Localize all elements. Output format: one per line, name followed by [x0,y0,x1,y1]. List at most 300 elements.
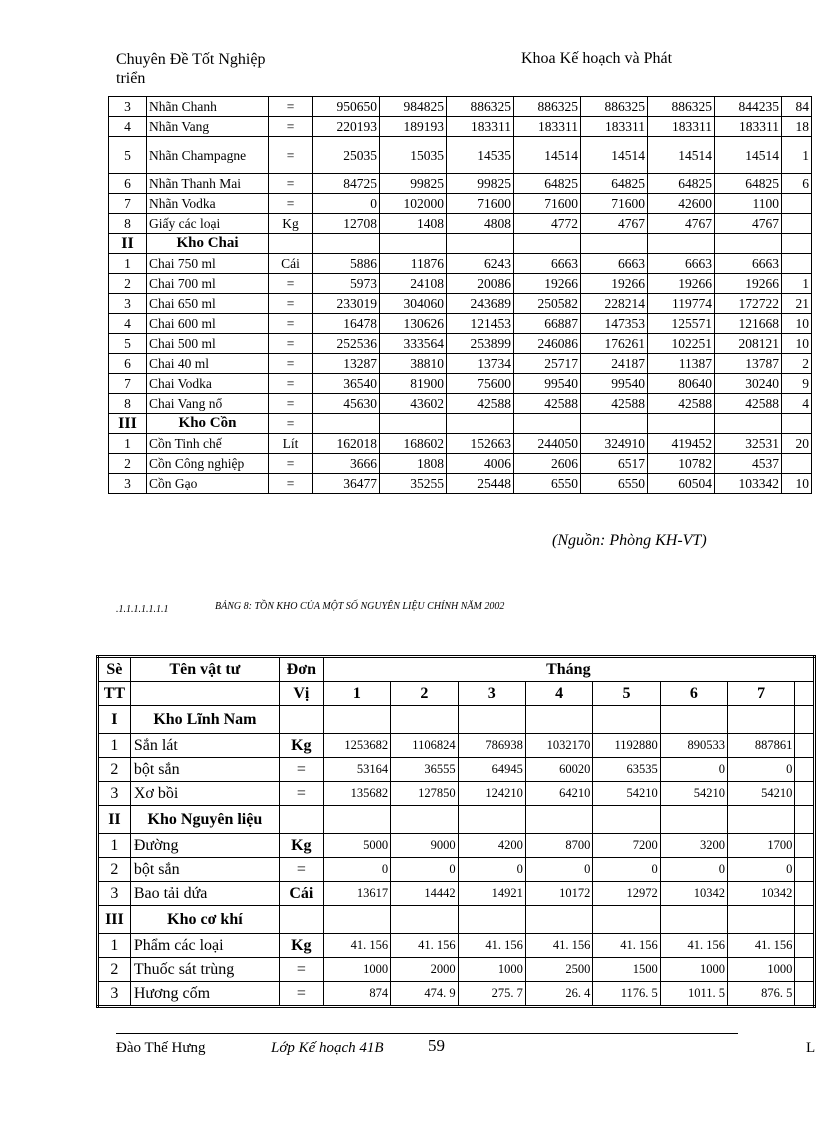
row-value: 10 [782,334,812,354]
row-value: 35255 [380,474,447,494]
row-value: 6663 [648,254,715,274]
table-row [109,174,812,194]
row-unit: = [269,274,313,294]
row-value: 4200 [458,834,525,858]
row-tt: 1 [98,834,131,858]
header-left [116,50,316,88]
row-value: 41. 156 [660,934,727,958]
row-value: 135682 [323,782,390,806]
row-name: Thuốc sát trùng [130,958,279,982]
row-value [795,934,815,958]
row-value: 6 [782,174,812,194]
col-header-tt-2: TT [98,682,131,706]
row-value: 14535 [447,137,514,174]
row-value: 63535 [593,758,660,782]
row-value: 176261 [581,334,648,354]
row-value: 874 [323,982,390,1007]
row-unit: = [279,982,323,1007]
row-value: 168602 [380,434,447,454]
table-row [98,958,815,982]
row-value: 10 [782,474,812,494]
row-value [795,806,815,834]
row-name: Nhãn Thanh Mai [147,174,269,194]
row-value: 119774 [648,294,715,314]
row-value: 80640 [648,374,715,394]
row-value: 1 [782,137,812,174]
row-value: 189193 [380,117,447,137]
row-value: 54210 [728,782,795,806]
row-tt: 2 [109,454,147,474]
row-name: Cồn Gạo [147,474,269,494]
row-value: 10342 [728,882,795,906]
row-value: 4767 [715,214,782,234]
row-value: 1000 [660,958,727,982]
row-unit: = [279,758,323,782]
row-value: 99540 [581,374,648,394]
row-unit: = [269,194,313,214]
row-value [648,234,715,254]
row-name: Giấy các loại [147,214,269,234]
row-name: Chai 40 ml [147,354,269,374]
row-unit: = [269,414,313,434]
row-value: 6243 [447,254,514,274]
row-name: Chai 600 ml [147,314,269,334]
table-row [109,394,812,414]
row-value: 125571 [648,314,715,334]
row-value: 1253682 [323,734,390,758]
row-value: 419452 [648,434,715,454]
row-value: 20086 [447,274,514,294]
table-row [98,734,815,758]
row-value: 8700 [525,834,592,858]
col-header-tt: Sè [98,657,131,682]
row-unit: = [269,354,313,374]
row-unit: = [269,174,313,194]
table-row [109,234,812,254]
row-value: 53164 [323,758,390,782]
row-value [593,906,660,934]
row-unit: = [269,117,313,137]
row-value: 1000 [323,958,390,982]
row-value: 41. 156 [593,934,660,958]
row-value [323,706,390,734]
row-name: Chai Vodka [147,374,269,394]
row-value: 6550 [514,474,581,494]
row-value: 4772 [514,214,581,234]
table-caption: BẢNG 8: TỒN KHO CỦA MỘT SỐ NGUYÊN LIỆU CHÍNH NĂM 2002 [215,601,505,612]
row-value: 10172 [525,882,592,906]
row-value: 4006 [447,454,514,474]
row-tt: 3 [109,294,147,314]
row-name: Chai 700 ml [147,274,269,294]
row-name: Bao tải dứa [130,882,279,906]
row-value [391,706,458,734]
col-header-name: Tên vật tư [130,657,279,682]
table-row [98,758,815,782]
table-row [98,906,815,934]
row-value: 14442 [391,882,458,906]
row-name: Kho Cồn [147,414,269,434]
row-value: 26. 4 [525,982,592,1007]
footer-author: Đào Thế Hưng [116,1040,206,1056]
row-value: 18 [782,117,812,137]
row-name: Nhãn Vang [147,117,269,137]
row-value [323,906,390,934]
row-value [391,806,458,834]
row-value: 99540 [514,374,581,394]
row-tt: 5 [109,334,147,354]
row-name: Sắn lát [130,734,279,758]
row-value [728,706,795,734]
row-value: 10342 [660,882,727,906]
row-tt: 8 [109,394,147,414]
footer-rule [116,1033,738,1034]
row-value: 183311 [648,117,715,137]
row-unit: = [269,454,313,474]
row-value [795,734,815,758]
row-value: 64945 [458,758,525,782]
row-tt: 3 [98,982,131,1007]
row-value: 64825 [514,174,581,194]
row-value: 4767 [581,214,648,234]
row-unit: = [279,782,323,806]
row-value: 20 [782,434,812,454]
row-tt: 2 [98,958,131,982]
inventory-table-2 [96,655,816,1008]
row-value: 887861 [728,734,795,758]
row-value: 42588 [447,394,514,414]
row-value: 1000 [458,958,525,982]
row-value: 6663 [514,254,581,274]
row-value: 243689 [447,294,514,314]
row-value: 244050 [514,434,581,454]
row-name: Phẩm các loại [130,934,279,958]
row-value: 0 [728,858,795,882]
row-tt: 6 [109,174,147,194]
row-value: 844235 [715,97,782,117]
row-value: 13617 [323,882,390,906]
row-name: Nhãn Chanh [147,97,269,117]
row-value: 324910 [581,434,648,454]
row-value: 246086 [514,334,581,354]
row-value: 10782 [648,454,715,474]
row-value: 208121 [715,334,782,354]
caption-number: .1.1.1.1.1.1.1 [116,604,169,615]
row-value: 13734 [447,354,514,374]
row-value: 30240 [715,374,782,394]
row-tt: III [98,906,131,934]
row-value: 876. 5 [728,982,795,1007]
row-value: 250582 [514,294,581,314]
row-value: 84 [782,97,812,117]
row-value: 1808 [380,454,447,474]
row-value: 45630 [313,394,380,414]
row-value: 102000 [380,194,447,214]
row-value [514,234,581,254]
row-value: 275. 7 [458,982,525,1007]
row-value: 81900 [380,374,447,394]
row-value [447,414,514,434]
row-value: 64825 [715,174,782,194]
table-row [109,294,812,314]
row-value: 43602 [380,394,447,414]
month-header: 2 [391,682,458,706]
row-name: Cồn Tinh chế [147,434,269,454]
row-value: 253899 [447,334,514,354]
row-value: 16478 [313,314,380,334]
row-value [458,906,525,934]
row-unit: = [269,314,313,334]
row-value: 38810 [380,354,447,374]
row-name: Đường [130,834,279,858]
row-value [458,806,525,834]
row-unit [269,234,313,254]
row-value [581,414,648,434]
row-value: 3200 [660,834,727,858]
month-header: 7 [728,682,795,706]
col-header-month: Tháng [323,657,814,682]
table2-header-row-2 [98,682,815,706]
month-header [795,682,815,706]
row-value: 13787 [715,354,782,374]
row-value [795,834,815,858]
row-value [795,782,815,806]
row-unit: = [269,137,313,174]
table-row [109,354,812,374]
row-unit: Kg [279,834,323,858]
table-row [109,194,812,214]
row-value: 99825 [447,174,514,194]
row-value: 24187 [581,354,648,374]
row-value: 64210 [525,782,592,806]
row-value: 103342 [715,474,782,494]
row-tt: 2 [98,758,131,782]
row-value: 183311 [447,117,514,137]
row-value: 99825 [380,174,447,194]
row-value: 41. 156 [728,934,795,958]
row-tt: I [98,706,131,734]
row-value: 6517 [581,454,648,474]
row-value: 1106824 [391,734,458,758]
row-value: 233019 [313,294,380,314]
row-value [391,906,458,934]
row-value: 474. 9 [391,982,458,1007]
table-row [109,374,812,394]
row-value: 1100 [715,194,782,214]
row-value: 19266 [715,274,782,294]
row-value: 786938 [458,734,525,758]
row-value: 228214 [581,294,648,314]
row-name: Kho cơ khí [130,906,279,934]
row-value: 121668 [715,314,782,334]
col-header-unit-2: Vị [279,682,323,706]
row-value: 121453 [447,314,514,334]
row-value: 41. 156 [525,934,592,958]
row-value [795,706,815,734]
row-value [660,906,727,934]
row-value: 54210 [593,782,660,806]
row-unit [279,906,323,934]
row-unit [279,706,323,734]
table-row [109,314,812,334]
row-value: 1011. 5 [660,982,727,1007]
row-value: 5000 [323,834,390,858]
row-name: Chai 500 ml [147,334,269,354]
row-value [660,806,727,834]
row-name: Chai 650 ml [147,294,269,314]
row-unit: = [279,958,323,982]
row-value: 0 [525,858,592,882]
row-value: 1032170 [525,734,592,758]
row-value [525,906,592,934]
row-value: 42588 [514,394,581,414]
header-left-line2: triển [116,70,146,87]
row-value: 14514 [581,137,648,174]
row-value: 25448 [447,474,514,494]
row-value: 304060 [380,294,447,314]
row-name: Chai Vang nổ [147,394,269,414]
row-unit: Cái [279,882,323,906]
row-unit: = [269,334,313,354]
month-header: 5 [593,682,660,706]
row-value: 19266 [581,274,648,294]
row-value: 147353 [581,314,648,334]
row-tt: 1 [98,934,131,958]
row-value: 2000 [391,958,458,982]
row-tt: 4 [109,314,147,334]
row-value: 71600 [447,194,514,214]
row-value: 9 [782,374,812,394]
row-value: 4767 [648,214,715,234]
row-value: 66887 [514,314,581,334]
row-value: 4 [782,394,812,414]
row-value: 11387 [648,354,715,374]
row-value [525,706,592,734]
row-value: 220193 [313,117,380,137]
row-value [648,414,715,434]
row-value: 6663 [715,254,782,274]
row-value: 5973 [313,274,380,294]
row-value: 172722 [715,294,782,314]
row-value: 0 [728,758,795,782]
row-tt: III [109,414,147,434]
row-tt: 6 [109,354,147,374]
table-row [98,706,815,734]
row-value: 1000 [728,958,795,982]
row-value: 6663 [581,254,648,274]
row-name: Xơ bồi [130,782,279,806]
row-unit: = [269,97,313,117]
row-value [782,214,812,234]
row-value [782,194,812,214]
row-tt: 1 [98,734,131,758]
row-value: 42588 [715,394,782,414]
row-tt: 7 [109,374,147,394]
row-value: 152663 [447,434,514,454]
row-unit: = [269,294,313,314]
table-row [98,782,815,806]
row-value: 71600 [581,194,648,214]
row-unit: = [279,858,323,882]
row-value: 24108 [380,274,447,294]
row-value: 14921 [458,882,525,906]
row-value [313,414,380,434]
row-value: 1192880 [593,734,660,758]
row-value [728,806,795,834]
row-value [525,806,592,834]
row-value: 0 [391,858,458,882]
row-value: 890533 [660,734,727,758]
row-tt: 1 [109,254,147,274]
row-value: 2606 [514,454,581,474]
row-value [782,254,812,274]
header-right: Khoa Kế hoạch và Phát [521,50,673,67]
row-value: 9000 [391,834,458,858]
table-row [109,274,812,294]
table-row [109,97,812,117]
table-row [109,334,812,354]
row-value: 0 [660,758,727,782]
row-value: 13287 [313,354,380,374]
row-tt: 3 [98,882,131,906]
row-value: 25035 [313,137,380,174]
row-value: 11876 [380,254,447,274]
row-value: 2500 [525,958,592,982]
footer-class: Lớp Kế hoạch 41B [271,1040,384,1056]
row-tt: II [98,806,131,834]
row-value: 15035 [380,137,447,174]
row-value [728,906,795,934]
row-value: 102251 [648,334,715,354]
row-value: 183311 [581,117,648,137]
inventory-table-1 [108,96,812,494]
col-header-name-2 [130,682,279,706]
inventory-table-1-body [109,97,812,494]
table-row [109,117,812,137]
row-value: 1700 [728,834,795,858]
row-value [514,414,581,434]
row-value: 41. 156 [323,934,390,958]
row-value [323,806,390,834]
row-value: 984825 [380,97,447,117]
table-row [98,882,815,906]
row-value [447,234,514,254]
row-value: 36477 [313,474,380,494]
row-unit: Kg [279,934,323,958]
row-value [782,414,812,434]
row-value: 162018 [313,434,380,454]
row-value: 60020 [525,758,592,782]
row-value: 14514 [715,137,782,174]
row-name: Nhãn Vodka [147,194,269,214]
row-value [715,414,782,434]
row-value: 42588 [648,394,715,414]
row-value [782,454,812,474]
row-value: 2 [782,354,812,374]
row-tt: 3 [98,782,131,806]
row-value: 14514 [648,137,715,174]
table-row [109,214,812,234]
row-name: Nhãn Champagne [147,137,269,174]
row-value: 41. 156 [458,934,525,958]
row-value: 333564 [380,334,447,354]
col-header-unit: Đơn [279,657,323,682]
row-name: Chai 750 ml [147,254,269,274]
row-value: 1500 [593,958,660,982]
table-row [109,414,812,434]
table-row [109,454,812,474]
row-tt: 3 [109,474,147,494]
